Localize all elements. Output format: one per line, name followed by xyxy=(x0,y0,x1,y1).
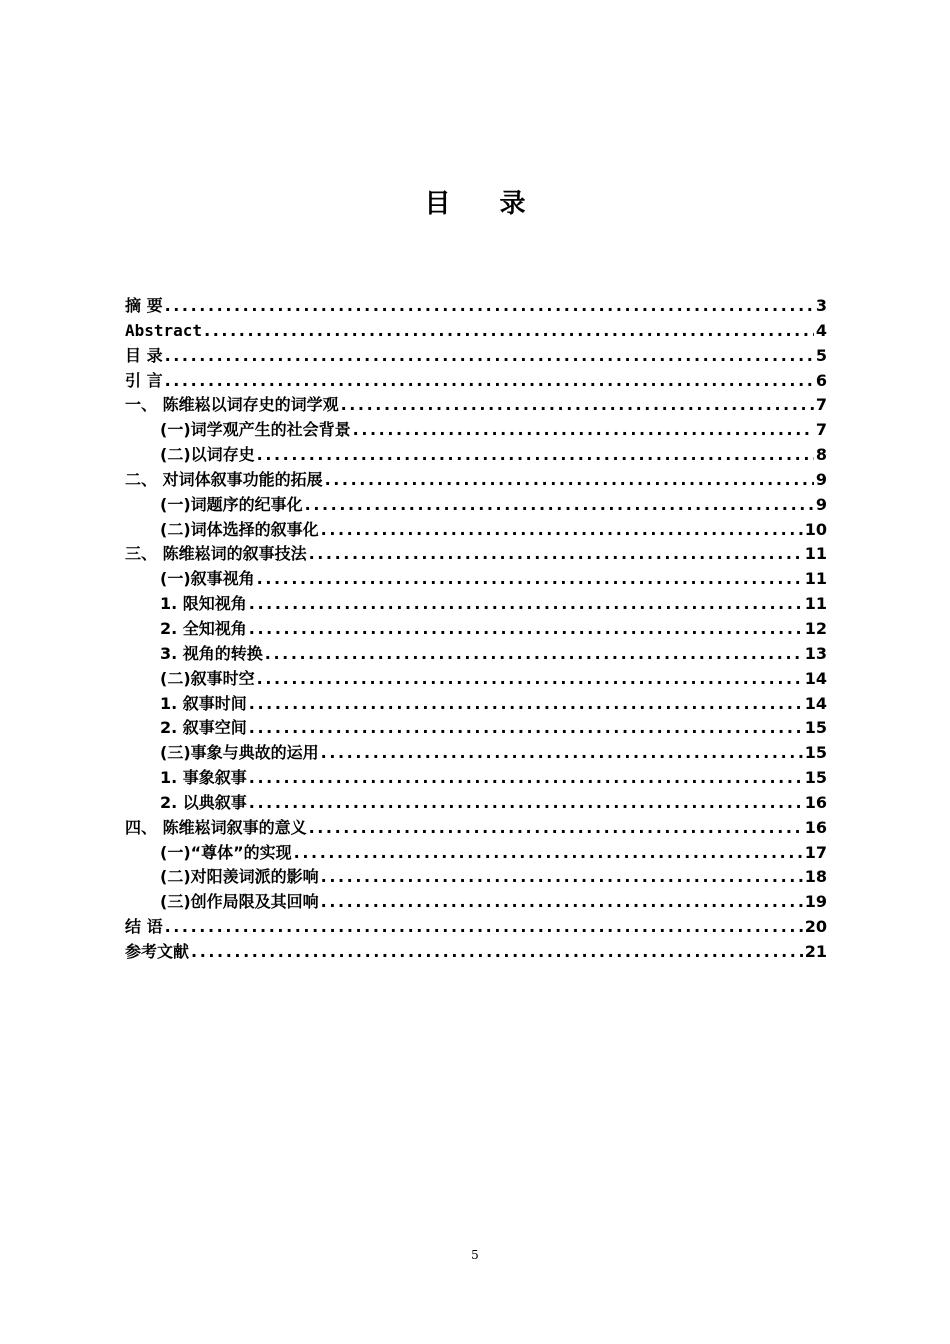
toc-entry-subsection[interactable] xyxy=(125,642,827,667)
toc-entry-section[interactable] xyxy=(125,443,827,468)
toc-dot-leader xyxy=(204,319,814,344)
toc-entry-section[interactable] xyxy=(125,865,827,890)
toc-entry-label: 2. 以典叙事 xyxy=(160,792,247,812)
toc-page-number: 20 xyxy=(804,917,827,937)
toc-dot-leader xyxy=(249,791,803,816)
toc-entry-section[interactable] xyxy=(125,741,827,766)
toc-dot-leader xyxy=(321,865,803,890)
toc-page-number: 10 xyxy=(804,519,827,539)
toc-entry-label: 1. 叙事时间 xyxy=(160,693,247,713)
toc-entry-introduction[interactable] xyxy=(125,369,827,394)
toc-page-number: 18 xyxy=(804,867,827,887)
toc-page-number: 9 xyxy=(815,469,827,489)
toc-dot-leader xyxy=(257,443,814,468)
toc-page-number: 9 xyxy=(815,494,827,514)
toc-entry-label: 2. 叙事空间 xyxy=(160,718,247,738)
toc-page-number: 14 xyxy=(804,693,827,713)
toc-page-number: 21 xyxy=(804,941,827,961)
toc-page-number: 15 xyxy=(804,743,827,763)
toc-entry-label: 结 语 xyxy=(125,917,163,937)
toc-entry-subsection[interactable] xyxy=(125,791,827,816)
toc-dot-leader xyxy=(341,393,814,418)
toc-page-number: 11 xyxy=(804,569,827,589)
toc-dot-leader xyxy=(305,493,814,518)
toc-page-number: 19 xyxy=(804,892,827,912)
toc-entry-label: (二)以词存史 xyxy=(160,445,255,465)
toc-dot-leader xyxy=(249,692,803,717)
toc-page-number: 17 xyxy=(804,842,827,862)
toc-entry-section[interactable] xyxy=(125,841,827,866)
toc-dot-leader xyxy=(165,294,814,319)
toc-page-number: 15 xyxy=(804,718,827,738)
toc-entry-label: (三)事象与典故的运用 xyxy=(160,743,319,763)
toc-entry-label: 3. 视角的转换 xyxy=(160,643,263,663)
toc-page-number: 14 xyxy=(804,668,827,688)
toc-entry-label: 目 录 xyxy=(125,345,163,365)
table-of-contents xyxy=(125,294,827,965)
toc-page-number: 13 xyxy=(804,643,827,663)
toc-entry-conclusion[interactable] xyxy=(125,915,827,940)
toc-entry-section[interactable] xyxy=(125,418,827,443)
toc-entry-abstract-en[interactable] xyxy=(125,319,827,344)
toc-dot-leader xyxy=(257,667,803,692)
toc-dot-leader xyxy=(265,642,803,667)
toc-entry-label: 引 言 xyxy=(125,370,163,390)
toc-entry-chapter-4[interactable] xyxy=(125,816,827,841)
toc-entry-label: Abstract xyxy=(125,320,203,340)
toc-entry-chapter-3[interactable] xyxy=(125,542,827,567)
toc-page-number: 16 xyxy=(804,792,827,812)
toc-entry-label: (三)创作局限及其回响 xyxy=(160,892,319,912)
toc-dot-leader xyxy=(249,766,803,791)
toc-entry-label: (一)词题序的纪事化 xyxy=(160,494,303,514)
toc-entry-label: 1. 限知视角 xyxy=(160,594,247,614)
toc-entry-label: 摘 要 xyxy=(125,296,163,315)
toc-dot-leader xyxy=(353,418,814,443)
toc-entry-references[interactable] xyxy=(125,940,827,965)
toc-entry-label: (二)词体选择的叙事化 xyxy=(160,519,319,539)
toc-page-number: 7 xyxy=(815,395,827,415)
toc-entry-subsection[interactable] xyxy=(125,592,827,617)
toc-page-number: 8 xyxy=(815,445,827,465)
toc-entry-label: 二、 对词体叙事功能的拓展 xyxy=(125,469,323,489)
toc-page-number: 12 xyxy=(804,618,827,638)
toc-page-number: 4 xyxy=(815,320,827,340)
toc-page-number: 7 xyxy=(815,420,827,440)
toc-dot-leader xyxy=(321,518,803,543)
toc-entry-section[interactable] xyxy=(125,667,827,692)
toc-page-number: 11 xyxy=(804,594,827,614)
toc-dot-leader xyxy=(325,468,814,493)
toc-page-number: 6 xyxy=(815,370,827,390)
toc-entry-contents[interactable] xyxy=(125,344,827,369)
toc-entry-section[interactable] xyxy=(125,890,827,915)
page-title: 目 录 xyxy=(424,189,546,219)
toc-entry-label: 三、 陈维崧词的叙事技法 xyxy=(125,544,307,564)
toc-entry-label: 2. 全知视角 xyxy=(160,618,247,638)
toc-dot-leader xyxy=(309,542,803,567)
toc-entry-label: (一)“尊体”的实现 xyxy=(160,842,292,862)
toc-entry-chapter-1[interactable] xyxy=(125,393,827,418)
toc-dot-leader xyxy=(249,716,803,741)
toc-entry-section[interactable] xyxy=(125,567,827,592)
toc-entry-label: 四、 陈维崧词叙事的意义 xyxy=(125,817,307,837)
toc-page-number: 5 xyxy=(815,345,827,365)
toc-dot-leader xyxy=(321,890,803,915)
toc-entry-subsection[interactable] xyxy=(125,766,827,791)
toc-dot-leader xyxy=(165,344,814,369)
toc-entry-chapter-2[interactable] xyxy=(125,468,827,493)
toc-entry-label: 1. 事象叙事 xyxy=(160,768,247,788)
toc-entry-section[interactable] xyxy=(125,518,827,543)
toc-dot-leader xyxy=(294,841,803,866)
toc-entry-abstract-cn[interactable] xyxy=(125,294,827,319)
toc-dot-leader xyxy=(165,369,814,394)
toc-page-number: 15 xyxy=(804,768,827,788)
toc-dot-leader xyxy=(321,741,803,766)
toc-entry-subsection[interactable] xyxy=(125,617,827,642)
toc-entry-subsection[interactable] xyxy=(125,716,827,741)
toc-dot-leader xyxy=(249,617,803,642)
page-footer-number: 5 xyxy=(471,1248,479,1262)
toc-dot-leader xyxy=(191,940,803,965)
toc-entry-label: (二)对阳羡词派的影响 xyxy=(160,867,319,887)
toc-dot-leader xyxy=(309,816,803,841)
toc-entry-label: (一)词学观产生的社会背景 xyxy=(160,420,351,440)
toc-page-number: 3 xyxy=(815,296,827,315)
toc-dot-leader xyxy=(165,915,803,940)
toc-page-number: 11 xyxy=(804,544,827,564)
toc-entry-section[interactable] xyxy=(125,493,827,518)
toc-entry-label: (二)叙事时空 xyxy=(160,668,255,688)
toc-dot-leader xyxy=(257,567,803,592)
toc-entry-label: 参考文献 xyxy=(125,941,190,961)
toc-entry-label: (一)叙事视角 xyxy=(160,569,255,589)
toc-dot-leader xyxy=(249,592,803,617)
toc-entry-label: 一、 陈维崧以词存史的词学观 xyxy=(125,395,339,415)
toc-page-number: 16 xyxy=(804,817,827,837)
toc-entry-subsection[interactable] xyxy=(125,692,827,717)
